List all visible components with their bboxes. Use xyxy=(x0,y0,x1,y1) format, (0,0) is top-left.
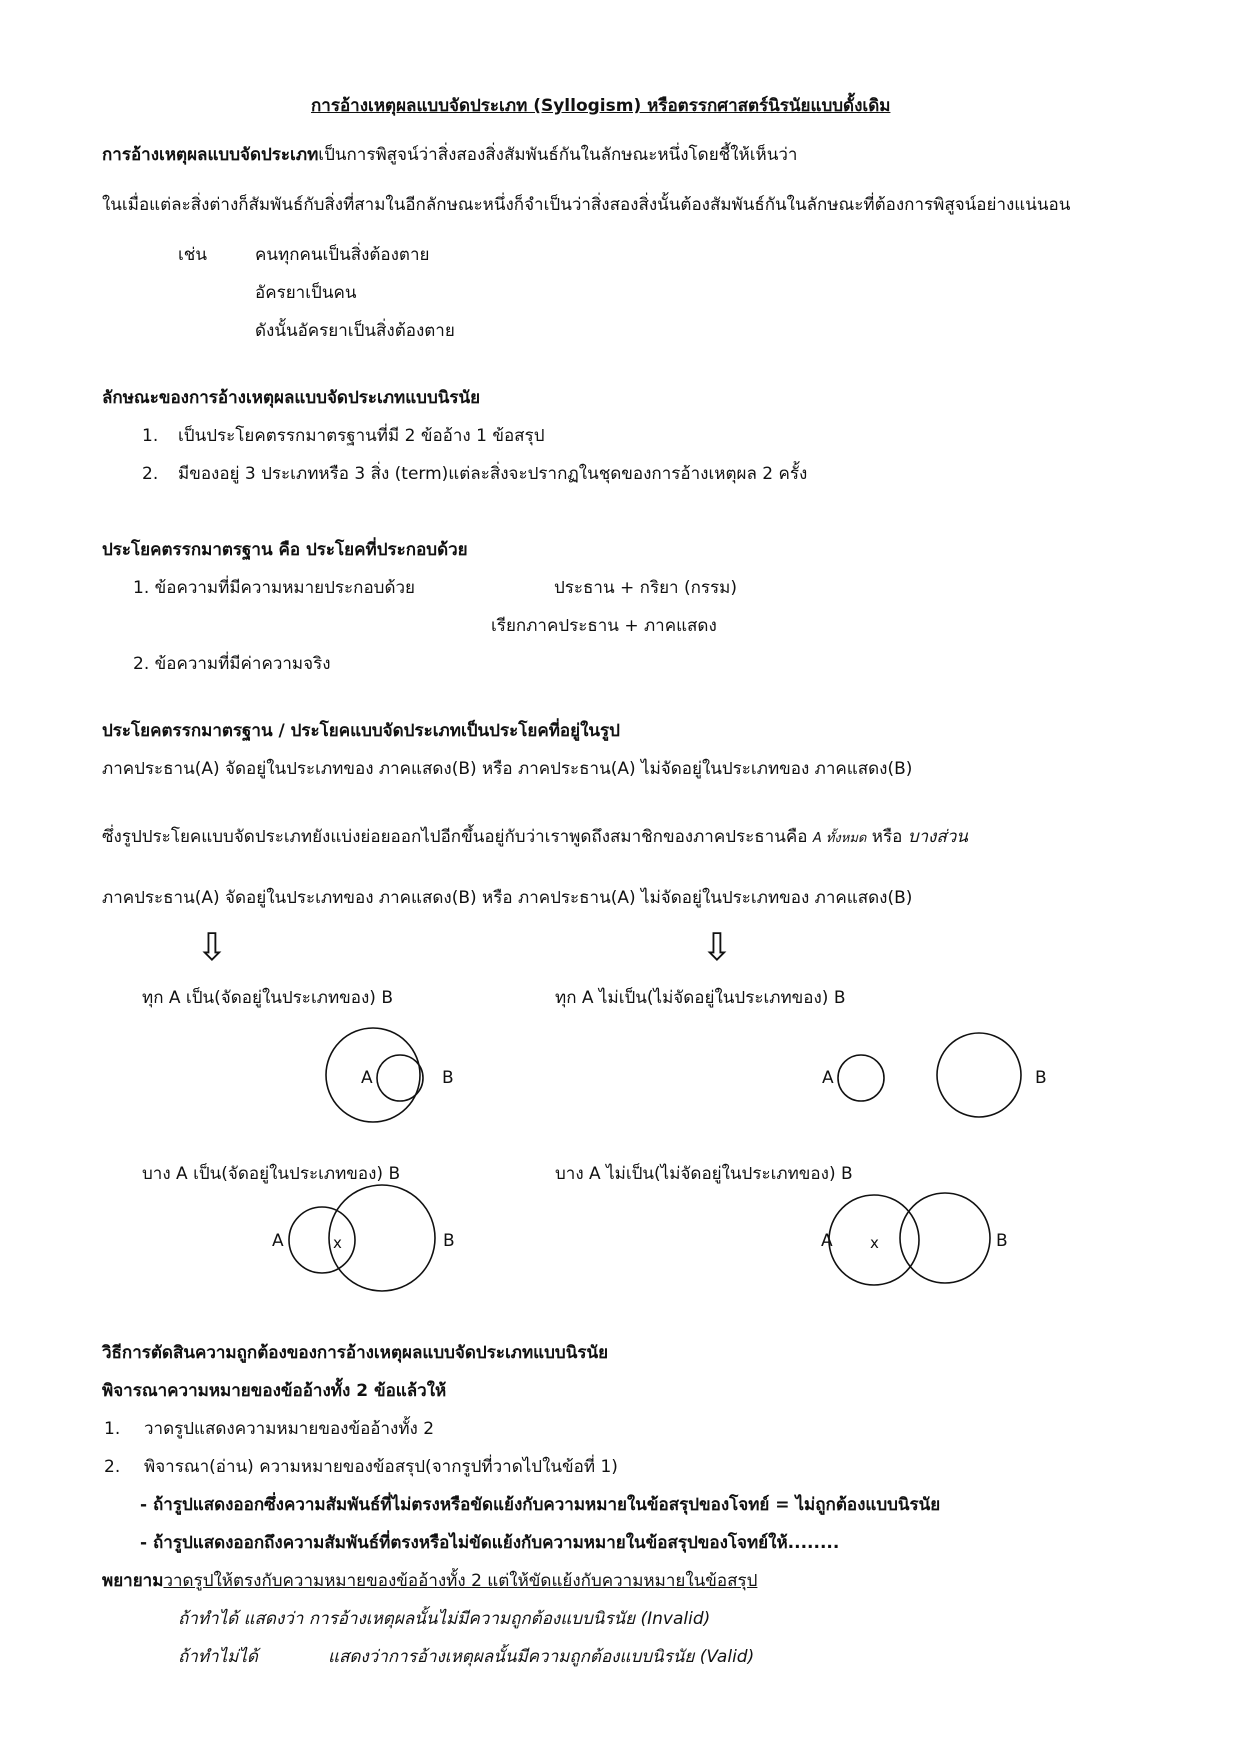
circle-a xyxy=(377,1055,423,1101)
characteristics-item-1: เป็นประโยคตรรกมาตรฐานที่มี 2 ข้ออ้าง 1 ข้อสรุป xyxy=(178,426,545,446)
method-if-cannot-label: ถ้าทำไม่ได้ xyxy=(178,1647,258,1667)
method-step-2-num: 2. xyxy=(104,1457,121,1477)
characteristics-item-2: มีของอยู่ 3 ประเภทหรือ 3 สิ่ง (term)แต่ละสิ่งจะปรากฏในชุดของการอ้างเหตุผล 2 ครั้ง xyxy=(178,464,808,484)
forms-or: หรือ xyxy=(866,827,908,847)
method-heading-1: วิธีการตัดสินความถูกต้องของการอ้างเหตุผลแบบจัดประเภทแบบนิรนัย xyxy=(102,1343,609,1363)
page-title: การอ้างเหตุผลแบบจัดประเภท (Syllogism) หรือตรรกศาสตร์นิรนัยแบบดั้งเดิม xyxy=(311,96,891,116)
label-a: A xyxy=(361,1068,373,1088)
circle-b xyxy=(900,1193,990,1283)
diagram-all-is-caption: ทุก A เป็น(จัดอยู่ในประเภทของ) B xyxy=(142,988,393,1008)
method-bullet-1: - ถ้ารูปแสดงออกซึ่งความสัมพันธ์ที่ไม่ตรงหรือขัดแย้งกับความหมายในข้อสรุปของโจทย์ = ไม่ถูกต้องแบบนิรนัย xyxy=(140,1495,941,1515)
diagram-all-not-caption: ทุก A ไม่เป็น(ไม่จัดอยู่ในประเภทของ) B xyxy=(555,988,846,1008)
circle-b xyxy=(326,1028,420,1122)
diagram-some-not xyxy=(829,1193,990,1285)
down-arrow-icon: ⇩ xyxy=(196,925,228,969)
standard-formula-1: ประธาน + กริยา (กรรม) xyxy=(554,578,738,598)
example-label: เช่น xyxy=(178,245,207,265)
circle-b xyxy=(937,1033,1021,1117)
forms-line-3: ภาคประธาน(A) จัดอยู่ในประเภทของ ภาคแสดง(B) หรือ ภาคประธาน(A) ไม่จัดอยู่ในประเภทของ ภาคแสดง(B) xyxy=(102,888,913,908)
standard-item-2: 2. ข้อความที่มีค่าความจริง xyxy=(133,654,331,674)
intro-term: การอ้างเหตุผลแบบจัดประเภท xyxy=(102,145,319,165)
circle-a xyxy=(838,1055,884,1101)
forms-line-1: ภาคประธาน(A) จัดอยู่ในประเภทของ ภาคแสดง(B) หรือ ภาคประธาน(A) ไม่จัดอยู่ในประเภทของ ภาคแสดง(B) xyxy=(102,759,913,779)
diagram-some-is xyxy=(289,1185,435,1291)
label-b: B xyxy=(996,1231,1008,1251)
label-b: B xyxy=(443,1231,455,1251)
forms-all-a: A ทั้งหมด xyxy=(812,831,867,846)
label-b: B xyxy=(442,1068,454,1088)
standard-heading: ประโยคตรรกมาตรฐาน คือ ประโยคที่ประกอบด้วย xyxy=(102,540,468,560)
method-heading-2: พิจารณาความหมายของข้ออ้างทั้ง 2 ข้อแล้วให้ xyxy=(102,1381,447,1401)
method-try-instruction: วาดรูปให้ตรงกับความหมายของข้ออ้างทั้ง 2 แต่ให้ขัดแย้งกับความหมายในข้อสรุป xyxy=(163,1571,758,1591)
diagram-some-is-caption: บาง A เป็น(จัดอยู่ในประเภทของ) B xyxy=(142,1164,401,1184)
forms-line-2-text: ซึ่งรูปประโยคแบบจัดประเภทยังแบ่งย่อยออกไปอีกขึ้นอยู่กับว่าเราพูดถึงสมาชิกของภาคประธานคือ xyxy=(102,827,813,847)
label-x: x xyxy=(870,1234,879,1252)
method-step-1: วาดรูปแสดงความหมายของข้ออ้างทั้ง 2 xyxy=(144,1419,435,1439)
characteristics-num-2: 2. xyxy=(142,464,159,484)
label-a: A xyxy=(272,1231,284,1251)
label-b: B xyxy=(1035,1068,1047,1088)
example-premise-2: อัครยาเป็นคน xyxy=(255,283,357,303)
diagram-some-not-caption: บาง A ไม่เป็น(ไม่จัดอยู่ในประเภทของ) B xyxy=(555,1164,853,1184)
intro-definition: เป็นการพิสูจน์ว่าสิ่งสองสิ่งสัมพันธ์กันในลักษณะหนึ่งโดยชี้ให้เห็นว่า xyxy=(318,145,798,165)
standard-item-1: 1. ข้อความที่มีความหมายประกอบด้วย xyxy=(133,578,416,598)
circle-a xyxy=(289,1207,355,1273)
standard-formula-2: เรียกภาคประธาน + ภาคแสดง xyxy=(491,616,717,636)
method-bullet-2: - ถ้ารูปแสดงออกถึงความสัมพันธ์ที่ตรงหรือไม่ขัดแย้งกับความหมายในข้อสรุปของโจทย์ให้........ xyxy=(140,1533,840,1553)
method-try-label: พยายาม xyxy=(102,1571,164,1591)
circle-b xyxy=(329,1185,435,1291)
method-if-can: ถ้าทำได้ แสดงว่า การอ้างเหตุผลนั้นไม่มีความถูกต้องแบบนิรนัย (Invalid) xyxy=(178,1609,711,1629)
method-if-cannot-result: แสดงว่าการอ้างเหตุผลนั้นมีความถูกต้องแบบนิรนัย (Valid) xyxy=(328,1647,755,1667)
method-step-2: พิจารณา(อ่าน) ความหมายของข้อสรุป(จากรูปที่วาดไปในข้อที่ 1) xyxy=(144,1457,618,1477)
characteristics-heading: ลักษณะของการอ้างเหตุผลแบบจัดประเภทแบบนิรนัย xyxy=(102,388,481,408)
intro-line-2: ในเมื่อแต่ละสิ่งต่างก็สัมพันธ์กับสิ่งที่สามในอีกลักษณะหนึ่งก็จำเป็นว่าสิ่งสองสิ่งนั้นต้องสัมพันธ์กันในลักษณะที่ต้องการพิสูจน์อย่างแน่นอน xyxy=(102,195,1071,215)
diagram-all-not xyxy=(838,1033,1021,1117)
label-a: A xyxy=(822,1068,834,1088)
diagram-all-is xyxy=(326,1028,423,1122)
method-step-1-num: 1. xyxy=(104,1419,121,1439)
method-try xyxy=(102,1569,757,1593)
down-arrow-icon: ⇩ xyxy=(701,925,733,969)
example-conclusion: ดังนั้นอัครยาเป็นสิ่งต้องตาย xyxy=(255,321,455,341)
label-a: A xyxy=(821,1231,833,1251)
forms-heading: ประโยคตรรกมาตรฐาน / ประโยคแบบจัดประเภทเป็นประโยคที่อยู่ในรูป xyxy=(102,721,620,741)
label-x: x xyxy=(333,1234,342,1252)
forms-some: บางส่วน xyxy=(907,827,968,847)
characteristics-num-1: 1. xyxy=(142,426,159,446)
example-premise-1: คนทุกคนเป็นสิ่งต้องตาย xyxy=(255,245,430,265)
